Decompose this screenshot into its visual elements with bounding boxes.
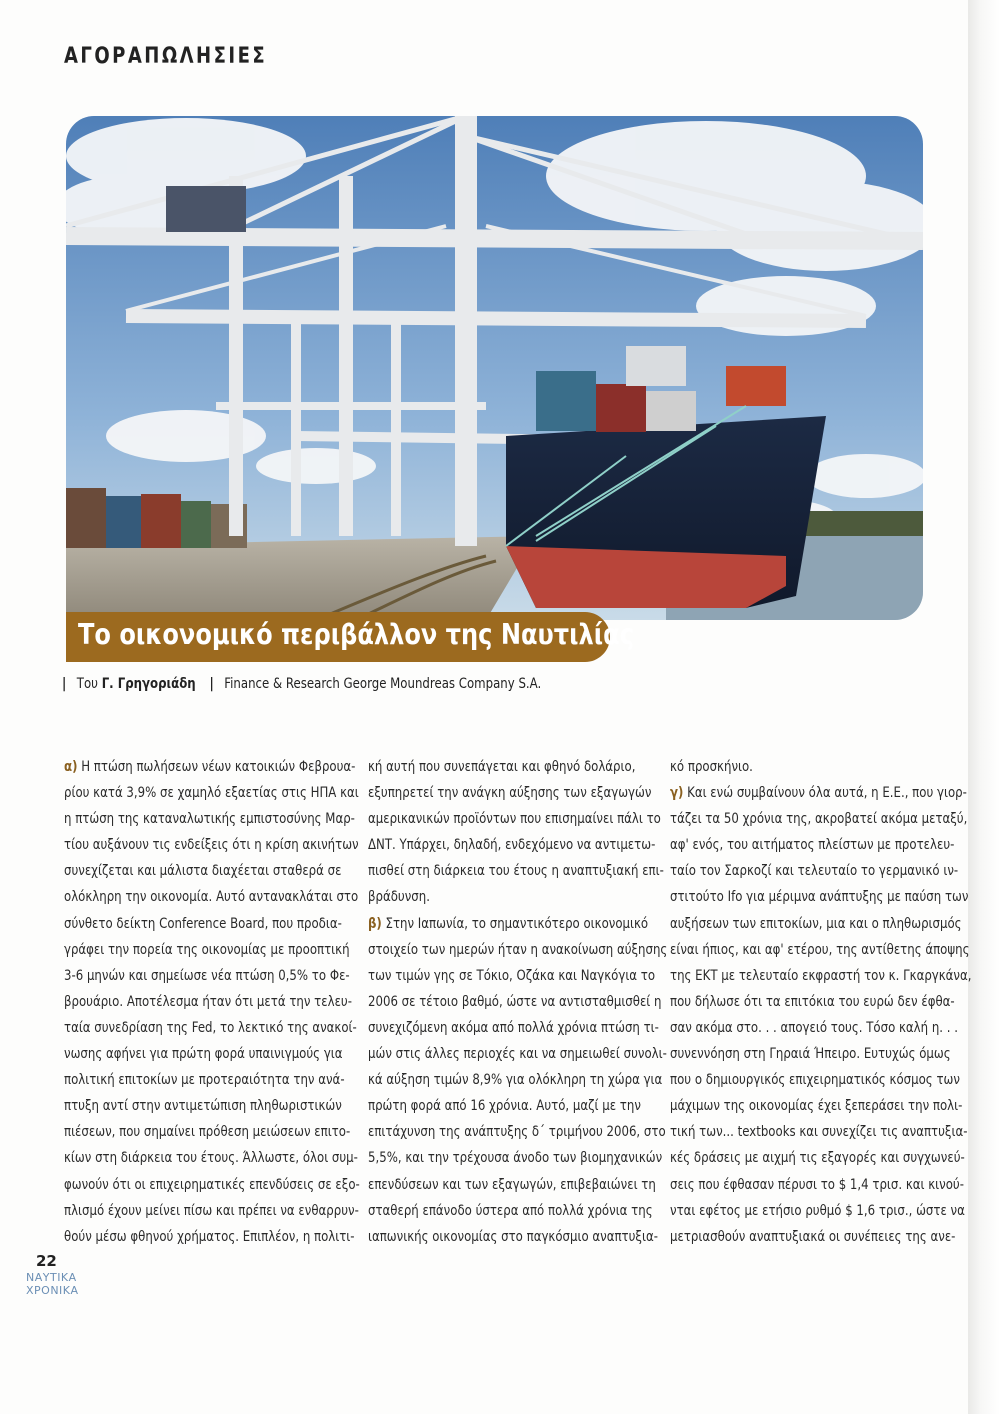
line-text: είναι ήπιος, και αφ' ετέρου, της αντίθετης άποψης bbox=[670, 941, 970, 958]
text-line bbox=[368, 1015, 659, 1041]
line-text: κό προσκήνιο. bbox=[670, 759, 753, 775]
text-line bbox=[670, 832, 955, 858]
text-line bbox=[368, 1145, 663, 1171]
text-line bbox=[670, 806, 968, 832]
text-line bbox=[64, 832, 359, 858]
text-line bbox=[670, 1119, 968, 1145]
line-text: που ο δημιουργικός επιχειρηματικός κόσμος των bbox=[670, 1072, 960, 1089]
text-line bbox=[368, 963, 656, 989]
text-column-3 bbox=[670, 754, 1000, 1250]
container-ship-photo bbox=[66, 116, 923, 620]
text-line bbox=[670, 1093, 963, 1119]
line-text: κίων στη διάρκεια του έτους. Άλλωστε, όλοι συμ- bbox=[64, 1150, 358, 1167]
byline-separator-2: | bbox=[209, 676, 214, 692]
text-line bbox=[64, 858, 341, 884]
text-line bbox=[670, 1067, 960, 1093]
line-text: μών στις άλλες περιοχές και να σημειωθεί συνολι- bbox=[368, 1046, 667, 1063]
article-photo bbox=[66, 116, 923, 620]
text-line bbox=[670, 1015, 958, 1041]
magazine-name-line-1: ΝΑΥΤΙΚΑ bbox=[26, 1271, 77, 1284]
line-text: ολόκληρη την οικονομία. Αυτό αντανακλάται στο bbox=[64, 889, 359, 906]
line-text: που δήλωσε ότι τα επιτόκια του ευρώ δεν έφθα- bbox=[670, 993, 955, 1010]
text-line bbox=[368, 1224, 658, 1250]
line-text: βρουάριο. Αποτέλεσμα ήταν ότι μετά την τελευ- bbox=[64, 993, 352, 1010]
paragraph-marker: α) bbox=[64, 759, 78, 775]
text-line bbox=[368, 832, 656, 858]
line-text: αφ' ενός, του αιτήματος πλείστων με προτελευ- bbox=[670, 837, 955, 854]
line-text: τική των... textbooks και συνεχίζει τις αναπτυξια- bbox=[670, 1124, 968, 1141]
section-label: ΑΓΟΡΑΠΩΛΗΣΙΕΣ bbox=[64, 44, 268, 69]
line-text: κά αύξηση τιμών 8,9% για ολόκληρη τη χώρα για bbox=[368, 1072, 663, 1089]
text-line bbox=[670, 963, 972, 989]
line-text: 2006 σε τέτοιο βαθμό, ώστε να αντισταθμισθεί η bbox=[368, 993, 662, 1010]
paragraph-marker: γ) bbox=[670, 785, 684, 802]
text-line bbox=[64, 884, 359, 910]
text-line bbox=[670, 1041, 951, 1067]
text-line bbox=[368, 780, 652, 806]
byline-affiliation: Finance & Research George Moundreas Company S.A. bbox=[224, 676, 542, 692]
line-text: κή αυτή που συνεπάγεται και φθηνό δολάριο, bbox=[368, 759, 636, 775]
text-line bbox=[64, 1145, 358, 1171]
text-line bbox=[368, 1041, 667, 1067]
line-text: σαν ακόμα στο. . . απογειό τους. Τόσο καλή η. . . bbox=[670, 1019, 958, 1036]
text-line bbox=[64, 937, 350, 963]
text-line bbox=[670, 937, 970, 963]
text-line bbox=[670, 858, 959, 884]
text-line bbox=[368, 1172, 656, 1198]
crane-cab bbox=[166, 186, 246, 232]
line-text: ταίο τον Σαρκοζί και τελευταίο το γερμανικό ιν- bbox=[670, 863, 959, 880]
text-line bbox=[670, 754, 947, 780]
line-text: σταθερή επάνοδο ύστερα από πολλά χρόνια της bbox=[368, 1202, 653, 1219]
line-text: Στην Ιαπωνία, το σημαντικότερο οικονομικό bbox=[385, 915, 649, 932]
line-text: η πτώση της καταναλωτικής εμπιστοσύνης Μαρ- bbox=[64, 811, 355, 828]
line-text: θούν μέσω φθηνού χρήματος. Επιπλέον, η πολιτι- bbox=[64, 1228, 355, 1245]
line-text: νωσης αφήνει για πρώτη φορά υπαινιγμούς για bbox=[64, 1046, 343, 1063]
line-text: Και ενώ συμβαίνουν όλα αυτά, η Ε.Ε., που γιορ- bbox=[687, 785, 967, 802]
container-ship bbox=[506, 346, 826, 608]
text-line bbox=[368, 989, 662, 1015]
text-line bbox=[64, 1015, 357, 1041]
line-text: πολιτική επιτοκίων με προτεραιότητα την ανά- bbox=[64, 1072, 345, 1089]
line-text: 3-6 μηνών και σημείωσε νέα πτώση 0,5% το Φε- bbox=[64, 967, 350, 984]
line-text: τίου αυξάνουν τις ενδείξεις ότι η κρίση ακινήτων bbox=[64, 837, 359, 854]
text-line bbox=[670, 1172, 964, 1198]
magazine-name-line-2: ΧΡΟΝΙΚΑ bbox=[26, 1284, 79, 1297]
line-text: φωνούν ότι οι επιχειρηματικές επενδύσεις σε εξο- bbox=[64, 1176, 360, 1193]
text-column-1 bbox=[64, 754, 394, 1250]
line-text: αυξήσεων των επιτοκίων, μια και ο πληθωρισμός bbox=[670, 915, 962, 932]
line-text: νται εφέτος με ετήσιο ρυθμό $ 1,6 τρισ., ώστε να bbox=[670, 1202, 965, 1219]
byline bbox=[62, 676, 541, 692]
text-line bbox=[64, 1224, 355, 1250]
line-text: γράφει την πορεία της οικονομίας με προοπτική bbox=[64, 941, 350, 958]
line-text: των τιμών γης σε Τόκιο, Οζάκα και Ναγκόγια το bbox=[368, 967, 656, 984]
line-text: πιέσεων, που σημαίνει πρόθεση μειώσεων επιτο- bbox=[64, 1124, 351, 1141]
article-title: Το οικονομικό περιβάλλον της Ναυτιλίας bbox=[78, 618, 634, 651]
line-text: ρίου κατά 3,9% σε χαμηλό εξαετίας στις ΗΠΑ και bbox=[64, 785, 359, 802]
text-line bbox=[368, 754, 645, 780]
line-text: επενδύσεων και των εξαγωγών, επιβεβαιώνει τη bbox=[368, 1176, 656, 1193]
line-text: μάχιμων της οικονομίας έχει ξεπεράσει την πολι- bbox=[670, 1098, 963, 1115]
text-line bbox=[64, 754, 356, 780]
line-text: Η πτώση πωλήσεων νέων κατοικιών Φεβρουα- bbox=[81, 759, 356, 775]
text-line bbox=[368, 1067, 663, 1093]
text-line bbox=[368, 911, 649, 937]
text-line bbox=[670, 1224, 956, 1250]
text-column-2 bbox=[368, 754, 698, 1250]
text-line bbox=[64, 1093, 341, 1119]
text-line bbox=[368, 937, 668, 963]
line-text: συνεχιζόμενη ακόμα από πολλά χρόνια πτώση τι- bbox=[368, 1019, 659, 1036]
text-line bbox=[368, 1198, 653, 1224]
text-line bbox=[64, 780, 359, 806]
line-text: μετριασθούν αναπτυξιακά οι συνέπειες της ανε- bbox=[670, 1228, 956, 1245]
line-text: πλισμό έχουν μείνει πίσω και πρέπει να ενθαρρυν- bbox=[64, 1202, 359, 1219]
line-text: 5,5%, και την τρέχουσα άνοδο των βιομηχανικών bbox=[368, 1150, 663, 1167]
line-text: σεις που έφθασαν πέρυσι το $ 1,4 τρισ. και κινού- bbox=[670, 1176, 964, 1193]
line-text: πτυξη αντί στην αντιμετώπιση πληθωριστικών bbox=[64, 1098, 342, 1115]
line-text: βράδυνση. bbox=[368, 889, 430, 906]
text-line bbox=[670, 884, 969, 910]
line-text: στοιχείο των ημερών ήταν η ανακοίνωση αύξησης bbox=[368, 941, 668, 958]
text-line bbox=[368, 1119, 666, 1145]
text-line bbox=[64, 1041, 341, 1067]
line-text: ιαπωνικής οικονομίας στο παγκόσμιο αναπτυξια- bbox=[368, 1228, 658, 1245]
line-text: πισθεί στη διάρκεια του έτους η αναπτυξιακή επι- bbox=[368, 863, 664, 880]
text-line bbox=[368, 1093, 645, 1119]
text-line bbox=[670, 780, 967, 806]
byline-author: Γ. Γρηγοριάδη bbox=[101, 676, 196, 692]
text-line bbox=[670, 1145, 965, 1171]
line-text: κές δράσεις με αιχμή τις εξαγορές και συγχωνεύ- bbox=[670, 1150, 965, 1167]
byline-prefix: Του bbox=[76, 676, 98, 692]
line-text: συνεχίζεται και μάλιστα διαχέεται σταθερά σε bbox=[64, 863, 342, 880]
line-text: εξυπηρετεί την ανάγκη αύξησης των εξαγωγών bbox=[368, 785, 652, 802]
paragraph-marker: β) bbox=[368, 915, 382, 932]
text-line bbox=[64, 963, 350, 989]
text-line bbox=[670, 989, 955, 1015]
text-line bbox=[368, 858, 664, 884]
text-line bbox=[64, 989, 352, 1015]
line-text: τάζει τα 50 χρόνια της, ακροβατεί ακόμα μεταξύ, bbox=[670, 811, 968, 828]
line-text: σύνθετο δείκτη Conference Board, που προδια- bbox=[64, 915, 342, 932]
line-text: ταία συνεδρίαση της Fed, το λεκτικό της ανακοί- bbox=[64, 1019, 357, 1036]
text-line bbox=[64, 1198, 359, 1224]
text-line bbox=[64, 806, 355, 832]
page-number: 22 bbox=[36, 1252, 57, 1270]
text-line bbox=[64, 911, 341, 937]
line-text: επιτάχυνση της ανάπτυξης δ΄ τριμήνου 2006, στο bbox=[368, 1124, 666, 1141]
byline-separator: | bbox=[62, 676, 67, 692]
line-text: της ΕΚΤ με τελευταίο εκφραστή τον κ. Γκαργκάνα, bbox=[670, 967, 972, 984]
text-line bbox=[368, 884, 645, 910]
line-text: στιτούτο Ifo για μέριμνα ανάπτυξης με παύση των bbox=[670, 889, 969, 906]
text-line bbox=[368, 806, 661, 832]
text-line bbox=[670, 911, 962, 937]
text-line bbox=[64, 1067, 345, 1093]
line-text: συνεννόηση στη Γηραιά Ήπειρο. Ευτυχώς όμως bbox=[670, 1046, 951, 1063]
text-line bbox=[64, 1172, 360, 1198]
line-text: ΔΝΤ. Υπάρχει, δηλαδή, ενδεχόμενο να αντιμετω- bbox=[368, 837, 656, 854]
line-text: πρώτη φορά από 16 χρόνια. Αυτό, μαζί με την bbox=[368, 1098, 641, 1115]
text-line bbox=[670, 1198, 965, 1224]
line-text: αμερικανικών προϊόντων που επισημαίνει πάλι το bbox=[368, 811, 661, 828]
text-line bbox=[64, 1119, 351, 1145]
